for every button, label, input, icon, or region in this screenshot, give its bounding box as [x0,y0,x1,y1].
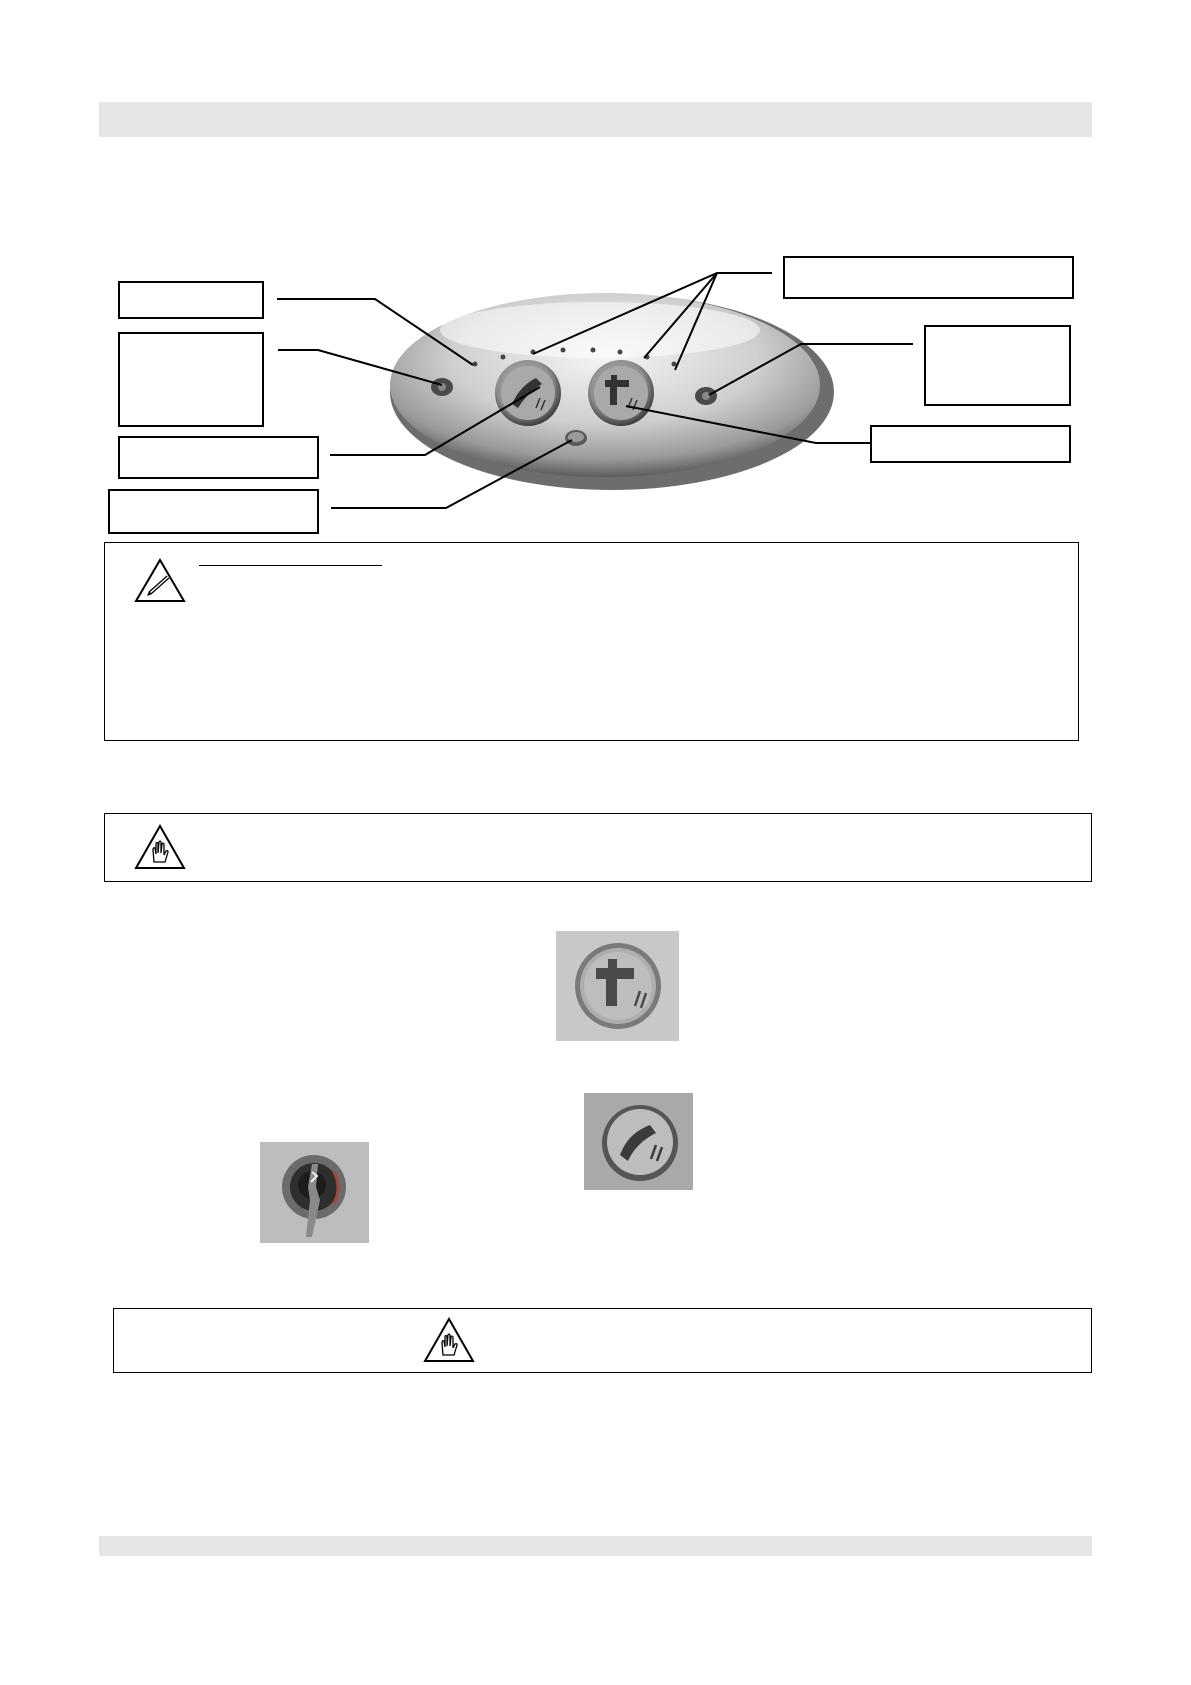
hand-warning-icon [423,1317,475,1363]
callout-left-lower [118,436,319,479]
warning-box-1 [104,813,1092,882]
right-key-button [695,387,717,405]
header-bar [99,102,1092,137]
callout-right-bottom [870,425,1071,463]
left-key-button [431,378,453,396]
shower-icon [584,1093,693,1190]
key-switch-photo [260,1142,369,1243]
hand-warning-icon [134,824,186,870]
tap-button-photo [556,931,679,1041]
pencil-note-icon [134,558,186,603]
note-heading-underline [199,565,382,566]
callout-left-top [118,281,264,319]
callout-right-top [783,256,1074,299]
tap-button [588,360,654,426]
note-box [104,542,1079,741]
footer-bar [99,1536,1092,1556]
center-small-button [565,430,587,446]
control-panel-photo [390,293,834,490]
key-switch-icon [260,1142,369,1243]
warning-box-2 [113,1308,1092,1373]
tap-icon [556,931,679,1041]
shower-button-photo [584,1093,693,1190]
callout-left-mid [118,332,264,427]
callout-right-mid [924,325,1071,406]
callout-left-bottom [108,489,319,534]
